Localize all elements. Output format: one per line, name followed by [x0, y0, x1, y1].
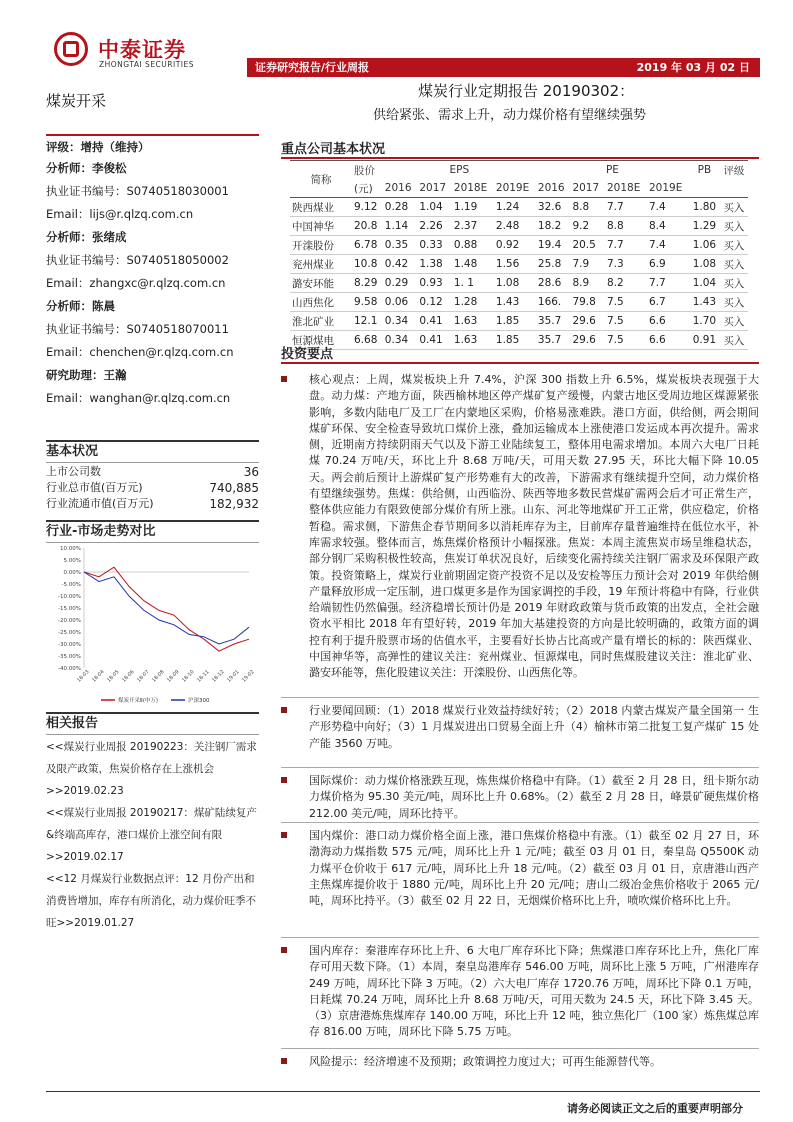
trend-chart — [46, 540, 259, 712]
table-cell: 2.37 — [452, 217, 494, 236]
table-cell: 0.41 — [417, 312, 452, 331]
risk-warning: 风险提示：经济增速不及预期；政策调控力度过大；可再生能源替代等。 — [281, 1054, 759, 1070]
table-cell: 1.43 — [494, 293, 536, 312]
analyst-name: 分析师：李俊松 — [46, 161, 127, 175]
company-name: 兖州煤业 — [290, 255, 352, 274]
basic-title: 基本状况 — [46, 440, 259, 463]
core-view: 核心观点：上周，煤炭板块上升 7.4%，沪深 300 指数上升 6.5%，煤炭板块表现强于大盘。动力煤：产地方面，陕西榆林地区停产煤矿复产缓慢，内蒙古地区受周边地区煤源紧张影响，多数内陆电厂及工厂在内蒙地区采购，价格易涨难跌。港口方面，供给侧，两会期间煤矿环保、安全检查导致坑口煤价上涨，叠加运输成本上涨使港口发运成本再次提升。需求侧，近期南方持续阴雨天气以及下游工业陆续复工，整体用电需求增加。本周六大电厂日耗煤 70.24 万吨/天，环比上升 8.68 万吨/天，可用天数 27.95 天，环比大幅下降 10.05 天。两会前后预计上游煤矿复产形势难有大的改善，下游需求有继续提升空间，动力煤价格有望继续强势。焦煤：供给侧，山西临汾、陕西等地多数民营煤矿需两会后才可正常生产，整体供应能力有限致使部分煤价有所上涨。山东、河北等地煤矿开工正常，供应稳定，价格暂稳。需求侧，下游焦企春节期间多以消耗库存为主，目前库存量普遍维持在低位水平，补库需求较强。整体而言，炼焦煤价格预计小幅探涨。焦炭：本周主流焦炭市场呈维稳状态，部分钢厂采购积极性较高，焦炭订单状况良好，后续变化需持续关注钢厂需求及环保限产政策。投资策略上，煤炭行业前期固定资产投资不足以及安检等压力预计会对 2019 年供给侧产量释放形成一定压制，进口煤更多是作为国家调控的手段，19 年预计将稳中有降，行业供给端韧性仍然偏强。经济稳增长预计仍是 2019 年财政政策与货币政策的出发点，全社会融资水平相比 2018 年有望好转，2019 年加大基建投资的方向是比较明确的，政策方面的调控有利于提升股票市场的估值水平，主要看好长协占比高或产量有增长的标的：陕西煤业、中国神华等，高弹性的建议关注：兖州煤业、恒源煤电，同时焦煤股建议关注：淮北矿业、潞安环能等，焦化股建议关注：开滦股份、山西焦化等。 — [281, 372, 759, 682]
intl-price: 国际煤价：动力煤价格涨跌互现，炼焦煤价格稳中有降。（1）截至 2 月 28 日，纽卡斯尔动力煤价格为 95.30 美元/吨，周环比上升 0.68%。（2）截至 2 月 28 日，峰景矿硬焦煤价格 212.00 美元/吨，周环比持平。 — [281, 773, 759, 822]
table-cell: 32.6 — [536, 198, 571, 217]
x-tick-label: 18-09 — [166, 669, 181, 684]
table-cell: 7.5 — [605, 293, 647, 312]
bullet-icon — [281, 1058, 287, 1064]
table-cell: 1.06 — [689, 236, 720, 255]
table-cell: 1.24 — [494, 198, 536, 217]
table-cell: 166. — [536, 293, 571, 312]
table-cell: 1.63 — [452, 312, 494, 331]
footer-rule — [46, 1091, 760, 1092]
table-cell: 7.9 — [570, 255, 605, 274]
y-tick-label: -15.00% — [58, 606, 81, 612]
table-cell: 8.29 — [352, 274, 383, 293]
table-cell: 2.48 — [494, 217, 536, 236]
table-cell: 1.80 — [689, 198, 720, 217]
table-row — [290, 312, 748, 331]
table-cell: 25.8 — [536, 255, 571, 274]
table-cell: 0.91 — [689, 331, 720, 350]
table-cell: 9.12 — [352, 198, 383, 217]
x-tick-label: 19-02 — [241, 669, 256, 684]
industry-news: 行业要闻回顾：（1）2018 煤炭行业效益持续好转；（2）2018 内蒙古煤炭产量全国第一 生产形势稳中向好；（3）1 月煤炭进出口贸易全面上升（4）榆林市第二批复工复产煤矿 15 处 产能 3560 万吨。 — [281, 703, 759, 752]
table-cell: 0.42 — [383, 255, 418, 274]
company-name: 开滦股份 — [290, 236, 352, 255]
table-row — [290, 274, 748, 293]
table-cell: 8.8 — [605, 217, 647, 236]
company-table — [290, 161, 748, 350]
table-cell: 1.38 — [417, 255, 452, 274]
logo-english: ZHONGTAI SECURITIES — [99, 60, 195, 69]
table-cell: 1. 1 — [452, 274, 494, 293]
x-tick-label: 18-12 — [211, 669, 226, 684]
table-cell: 0.34 — [383, 312, 418, 331]
trend-chart-svg — [46, 540, 259, 712]
legend-label: 沪深300 — [188, 698, 210, 704]
table-cell: 0.93 — [417, 274, 452, 293]
table-cell: 6.78 — [352, 236, 383, 255]
analyst-email[interactable]: Email：zhangxc@r.qlzq.com.cn — [46, 276, 226, 290]
table-cell: 7.4 — [647, 236, 689, 255]
table-row — [290, 217, 748, 236]
report-title: 煤炭行业定期报告 20190302： — [418, 82, 635, 100]
table-cell: 1.56 — [494, 255, 536, 274]
basic-stats — [46, 464, 259, 512]
domestic-stock: 国内库存：秦港库存环比上升、6 大电厂库存环比下降；焦煤港口库存环比上升，焦化厂库存可用天数下降。（1）本周，秦皇岛港库存 546.00 万吨，周环比上涨 5 万吨，广州港库存 249 万吨，周环比下降 3 万吨。（2）六大电厂库存 1720.76 万吨，周环比下降 0.1 万吨，日耗煤 70.24 万吨，周环比上升 8.68 万吨/天，可用天数为 24.5 天，环比下降 3.45 天。（3）京唐港炼焦煤库存 140.00 万吨，环比上升 12 吨，独立焦化厂（100 家）炼焦煤总库存 816.00 万吨，周环比下降 5.75 万吨。 — [281, 943, 759, 1041]
table-cell: 买入 — [720, 236, 748, 255]
table-cell: 7.7 — [605, 236, 647, 255]
table-cell: 1.04 — [689, 274, 720, 293]
table-cell: 19.4 — [536, 236, 571, 255]
table-cell: 1.63 — [452, 331, 494, 350]
x-tick-label: 19-01 — [226, 669, 241, 684]
y-tick-label: 0.00% — [63, 570, 81, 576]
table-cell: 0.88 — [452, 236, 494, 255]
bullet-icon — [281, 707, 287, 713]
table-cell: 8.4 — [647, 217, 689, 236]
table-cell: 7.7 — [605, 198, 647, 217]
table-cell: 0.06 — [383, 293, 418, 312]
logo-text: 中泰证券 — [98, 38, 186, 62]
analyst-email[interactable]: Email：chenchen@r.qlzq.com.cn — [46, 345, 234, 359]
sector-name: 煤炭开采 — [46, 92, 107, 110]
table-cell: 0.41 — [417, 331, 452, 350]
table-cell: 18.2 — [536, 217, 571, 236]
related-title: 相关报告 — [46, 712, 259, 735]
report-type: 证券研究报告/行业周报 — [255, 61, 370, 74]
table-cell: 1.43 — [689, 293, 720, 312]
table-cell: 8.2 — [605, 274, 647, 293]
analyst-email[interactable]: Email：lijs@r.qlzq.com.cn — [46, 207, 194, 221]
table-cell: 1.04 — [417, 198, 452, 217]
table-cell: 买入 — [720, 198, 748, 217]
table-cell: 0.29 — [383, 274, 418, 293]
analyst-cert: 执业证书编号：S0740518050002 — [46, 253, 229, 267]
series-line-0 — [84, 567, 249, 651]
table-cell: 6.7 — [647, 293, 689, 312]
analyst-list — [46, 157, 259, 410]
table-cell: 6.68 — [352, 331, 383, 350]
company-name: 潞安环能 — [290, 274, 352, 293]
table-cell: 买入 — [720, 312, 748, 331]
y-tick-label: -25.00% — [58, 630, 81, 636]
table-cell: 0.92 — [494, 236, 536, 255]
table-cell: 买入 — [720, 255, 748, 274]
table-cell: 1.85 — [494, 331, 536, 350]
bullet-icon — [281, 947, 287, 953]
table-cell: 6.6 — [647, 331, 689, 350]
x-tick-label: 18-06 — [121, 669, 136, 684]
table-cell: 1.48 — [452, 255, 494, 274]
table-row — [290, 236, 748, 255]
table-row — [290, 198, 748, 217]
table-cell: 7.3 — [605, 255, 647, 274]
bullet-icon — [281, 777, 287, 783]
table-cell: 买入 — [720, 331, 748, 350]
table-row — [290, 255, 748, 274]
table-cell: 29.6 — [570, 312, 605, 331]
table-cell: 0.28 — [383, 198, 418, 217]
assistant-name: 研究助理：王瀚 — [46, 368, 127, 382]
company-table-title: 重点公司基本状况 — [281, 138, 759, 159]
table-header-row: (元) 2016 2017 2018E 2019E 2016 2017 2018E 2019E — [290, 179, 748, 198]
y-tick-label: -20.00% — [58, 618, 81, 624]
rating: 评级：增持（维持） — [46, 134, 259, 159]
x-tick-label: 18-10 — [181, 669, 196, 684]
stat-row: 行业总市值(百万元) 740,885 — [46, 481, 259, 495]
y-tick-label: -5.00% — [61, 582, 81, 588]
company-name: 山西焦化 — [290, 293, 352, 312]
report-banner — [247, 58, 760, 77]
company-name: 中国神华 — [290, 217, 352, 236]
table-cell: 79.8 — [570, 293, 605, 312]
y-tick-label: -10.00% — [58, 594, 81, 600]
x-tick-label: 18-07 — [136, 669, 151, 684]
table-cell: 20.8 — [352, 217, 383, 236]
table-cell: 7.5 — [605, 331, 647, 350]
x-tick-label: 18-11 — [196, 669, 211, 684]
table-cell: 1.08 — [494, 274, 536, 293]
analyst-cert: 执业证书编号：S0740518070011 — [46, 322, 229, 336]
x-tick-label: 18-08 — [151, 669, 166, 684]
related-report[interactable]: <<12 月煤炭行业数据点评：12 月份产出和消费皆增加，库存有所消化，动力煤价旺季不旺>>2019.01.27 — [46, 873, 256, 929]
chart-title: 行业-市场走势对比 — [46, 520, 259, 543]
table-cell: 1.29 — [689, 217, 720, 236]
table-cell: 10.8 — [352, 255, 383, 274]
table-cell: 7.7 — [647, 274, 689, 293]
table-cell: 2.26 — [417, 217, 452, 236]
bullet-icon — [281, 832, 287, 838]
analyst-cert: 执业证书编号：S0740518030001 — [46, 184, 229, 198]
table-cell: 35.7 — [536, 312, 571, 331]
x-tick-label: 18-04 — [91, 669, 106, 684]
table-cell: 9.2 — [570, 217, 605, 236]
assistant-email[interactable]: Email：wanghan@r.qlzq.com.cn — [46, 391, 231, 405]
table-cell: 0.33 — [417, 236, 452, 255]
table-row — [290, 293, 748, 312]
table-cell: 1.85 — [494, 312, 536, 331]
series-line-1 — [84, 572, 249, 644]
analyst-name: 分析师：陈晨 — [46, 299, 115, 313]
table-cell: 6.6 — [647, 312, 689, 331]
y-tick-label: -30.00% — [58, 642, 81, 648]
table-cell: 1.08 — [689, 255, 720, 274]
report-subtitle: 供给紧张、需求上升，动力煤价格有望继续强势 — [373, 108, 647, 123]
domestic-price: 国内煤价：港口动力煤价格全面上涨，港口焦煤价格稳中有涨。（1）截至 02 月 27 日，环渤海动力煤指数 575 元/吨，周环比上升 1 元/吨；截至 03 月 01 日，秦皇岛 Q5500K 动力煤平仓价收于 617 元/吨，周环比上升 18 元/吨。（2）截至 03 月 01 日，京唐港山西产主焦煤库提价收于 1880 元/吨，周环比上升 20 元/吨；唐山二级冶金焦价格收于 2065 元/吨，周环比持平。（3）截至 02 月 22 日，无烟煤价格环比上升，喷吹煤价格环比上升。 — [281, 828, 759, 909]
table-cell: 0.12 — [417, 293, 452, 312]
y-tick-label: 10.00% — [60, 546, 81, 552]
table-cell: 9.58 — [352, 293, 383, 312]
y-tick-label: 5.00% — [63, 558, 81, 564]
table-cell: 买入 — [720, 217, 748, 236]
related-report[interactable]: <<煤炭行业周报 20190217：煤矿陆续复产&终端高库存，港口煤价上涨空间有限>>2019.02.17 — [46, 807, 257, 863]
company-name: 恒源煤电 — [290, 331, 352, 350]
table-cell: 1.14 — [383, 217, 418, 236]
table-cell: 0.34 — [383, 331, 418, 350]
analyst-name: 分析师：张绪成 — [46, 230, 127, 244]
table-cell: 买入 — [720, 274, 748, 293]
table-cell: 8.9 — [570, 274, 605, 293]
table-cell: 7.4 — [647, 198, 689, 217]
table-header-row: 简称 股价 EPS PE PB 评级 — [310, 164, 745, 186]
table-cell: 8.8 — [570, 198, 605, 217]
table-cell: 28.6 — [536, 274, 571, 293]
invest-title: 投资要点 — [281, 343, 759, 364]
footer-disclaimer: 请务必阅读正文之后的重要声明部分 — [567, 1102, 743, 1115]
table-cell: 1.70 — [689, 312, 720, 331]
table-cell: 12.1 — [352, 312, 383, 331]
related-list — [46, 736, 259, 934]
bullet-icon — [281, 376, 287, 382]
table-cell: 0.35 — [383, 236, 418, 255]
table-cell: 7.5 — [605, 312, 647, 331]
table-cell: 35.7 — [536, 331, 571, 350]
company-name: 陕西煤业 — [290, 198, 352, 217]
x-tick-label: 18-05 — [106, 669, 121, 684]
company-name: 淮北矿业 — [290, 312, 352, 331]
x-tick-label: 18-03 — [76, 669, 91, 684]
related-report[interactable]: <<煤炭行业周报 20190223：关注钢厂需求及限产政策，焦炭价格存在上涨机会>>2019.02.23 — [46, 741, 257, 797]
logo-icon — [54, 32, 88, 66]
table-cell: 1.28 — [452, 293, 494, 312]
report-date: 2019 年 03 月 02 日 — [636, 61, 750, 74]
table-cell: 买入 — [720, 293, 748, 312]
stat-row: 行业流通市值(百万元) 182,932 — [46, 497, 259, 511]
table-cell: 20.5 — [570, 236, 605, 255]
y-tick-label: -35.00% — [58, 654, 81, 660]
table-cell: 1.19 — [452, 198, 494, 217]
y-tick-label: -40.00% — [58, 666, 81, 672]
stat-row: 上市公司数 36 — [46, 465, 259, 479]
table-cell: 6.9 — [647, 255, 689, 274]
legend-label: 煤炭开采Ⅱ(申万) — [118, 698, 158, 704]
table-cell: 29.6 — [570, 331, 605, 350]
